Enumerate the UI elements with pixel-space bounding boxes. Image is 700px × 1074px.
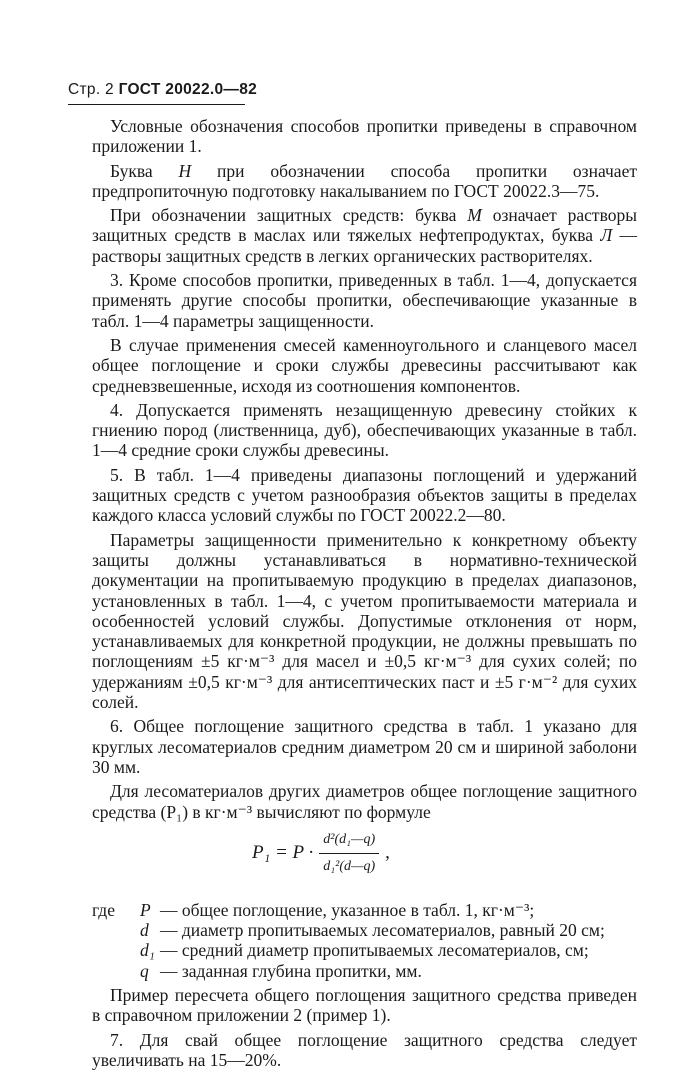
page-number: Стр. 2 (68, 81, 114, 98)
definition-symbol: d (140, 920, 149, 941)
paragraph: 3. Кроме способов пропитки, приведенных в табл. 1—4, допускается применять другие способы пропитки, обеспечивающие указанные в табл. 1—4 параметры защищенности. (92, 270, 637, 331)
formula-denominator: d₁²(d—q) (323, 859, 376, 875)
paragraph: Параметры защищенности применительно к конкретному объекту защиты должны устанавливаться в нормативно-технической документации на пропитываемую продукцию в пределах диапазонов, установленных в табл. 1—4, с учетом пропитываемости материала и особенностей условий службы. Допустимые отклонения от норм, устанавливаемых для конкретной продукции, не должны превышать по поглощениям ±5 кг·м⁻³ для масел и ±0,5 кг·м⁻³ для сухих солей; по удержаниям ±0,5 кг·м⁻³ для антисептических паст и ±5 г·м⁻² для сухих солей. (92, 529, 637, 713)
formula-tail: , (385, 842, 390, 864)
definition-row (92, 940, 637, 960)
formula-fraction (319, 830, 379, 878)
definition-symbol: P (140, 899, 151, 920)
symbol: Н (178, 160, 192, 181)
definition-text: — общее поглощение, указанное в табл. 1, кг·м⁻³; (160, 899, 535, 920)
page-header (68, 81, 257, 99)
paragraph: В случае применения смесей каменноугольного и сланцевого масел общее поглощение и сроки службы древесины рассчитывают как средневзвешенные, исходя из соотношения компонентов. (92, 334, 637, 396)
symbol: М (467, 205, 482, 226)
formula-lhs: P₁ = P · (252, 842, 314, 864)
paragraph: Для лесоматериалов других диаметров общее поглощение защитного средства (P₁) в кг·м⁻³ вычисляют по формуле (92, 781, 637, 822)
header-underline (68, 104, 245, 105)
paragraph (92, 161, 637, 202)
definition-row (92, 961, 637, 981)
paragraph-text: означает растворы защитных средств в маслах или тяжелых нефтепродуктах, буква (92, 205, 637, 246)
definition-text: — заданная глубина пропитки, мм. (160, 960, 422, 981)
definition-symbol: d₁ (140, 940, 155, 961)
definition-text: — диаметр пропитываемых лесоматериалов, равный 20 см; (160, 920, 605, 941)
standard-code: ГОСТ 20022.0—82 (118, 81, 258, 98)
paragraph: 4. Допускается применять незащищенную древесину стойких к гниению пород (лиственница, дуб), обеспечивающих указанные в табл. 1—4 средние сроки службы древесины. (92, 399, 637, 461)
definition-symbol: q (140, 960, 149, 981)
paragraph: 7. Для свай общее поглощение защитного средства следует увеличивать на 15—20%. (92, 1029, 637, 1070)
paragraph: 6. Общее поглощение защитного средства в табл. 1 указано для круглых лесоматериалов средним диаметром 20 см и шириной заболони 30 мм. (92, 716, 637, 777)
document-body (92, 116, 637, 1074)
definition-row (92, 900, 637, 920)
definitions-lead: где (92, 899, 115, 920)
paragraph: Пример пересчета общего поглощения защитного средства приведен в справочном приложении 2 (пример 1). (92, 984, 637, 1026)
paragraph-text: Буква (110, 160, 179, 181)
paragraph (92, 205, 637, 266)
definition-row (92, 920, 637, 940)
paragraph-text: при обозначении способа пропитки означает предпропиточную подготовку накалыванием по ГОСТ 20022.3—75. (92, 160, 637, 201)
paragraph-text: — растворы защитных средств в легких органических растворителях. (92, 225, 637, 266)
definition-text: — средний диаметр пропитываемых лесоматериалов, см; (160, 940, 589, 961)
paragraph-text: Условные обозначения способов пропитки приведены в справочном приложении 1. (92, 116, 637, 157)
paragraph (92, 116, 637, 157)
definitions-list (92, 900, 637, 981)
paragraph-text: При обозначении защитных средств: буква (110, 205, 468, 226)
symbol: Л (600, 225, 613, 246)
paragraph: 5. В табл. 1—4 приведены диапазоны поглощений и удержаний защитных средств с учетом разнообразия объектов защиты в пределах каждого класса условий службы по ГОСТ 20022.2—80. (92, 464, 637, 526)
formula-block (92, 826, 637, 892)
formula-numerator: d²(d₁—q) (319, 830, 379, 854)
formula (252, 830, 390, 878)
